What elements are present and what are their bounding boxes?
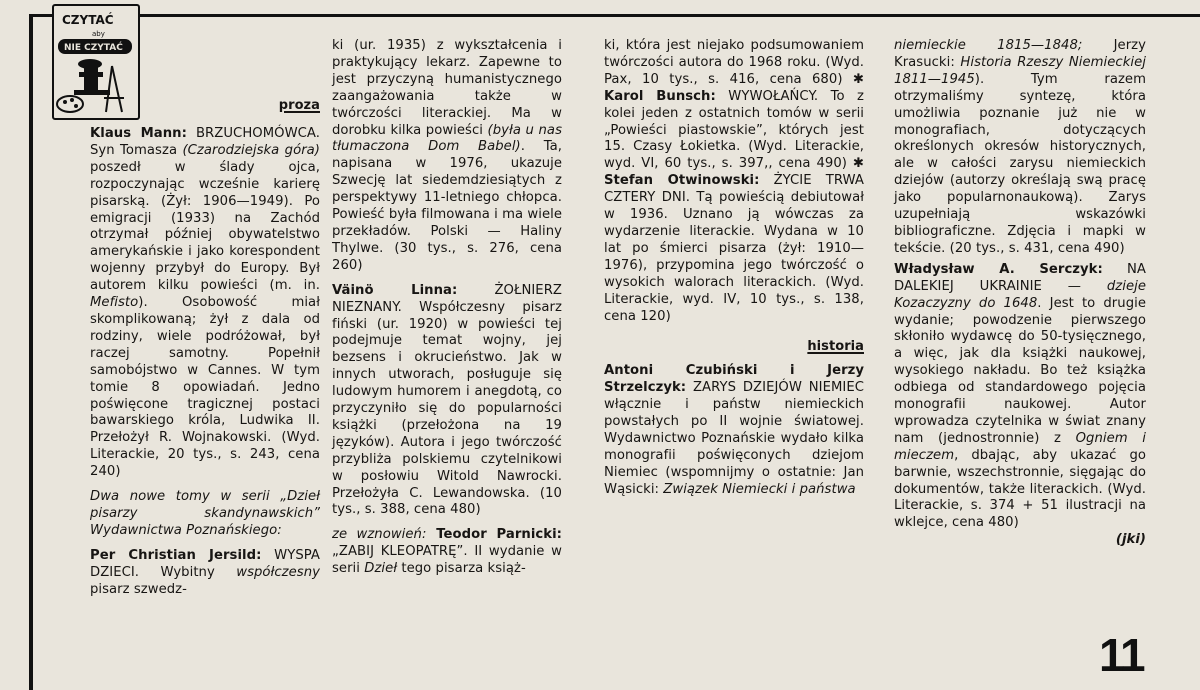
text-column-3 [604, 38, 864, 499]
review-jersild-cont: ki (ur. 1935) z wykształcenia i praktykujący lekarz. Zapewne to jest przyczyną humanistycznego zaangażowania także w twórczości literackiej. Ma w dorobku kilka powieści (była u nas tłumaczona Dom Babel). Ta, napisana w 1976, ukazuje Szwecję lat siedemdziesiątych z perspektywy 11-letniego chłopca. Powieść była filmowana i ma wiele przekładów. Polski — Haliny Thylwe. (30 tys., s. 276, cena 260) [332, 38, 562, 273]
frame-rule-top [29, 14, 1200, 17]
logo-line3: NIE CZYTAĆ [64, 43, 123, 53]
review-czubinski-start: Antoni Czubiński i Jerzy Strzelczyk: ZARYS DZIEJÓW NIEMIEC włącznie i państw niemieckich powstałych po II wojnie światowej. Wydawnictwo Poznańskie wydało kilka monografii poświęconych dziejom Niemiec (wspomnijmy o ostatnie: Jan Wąsicki: Związek Niemiecki i państwa [604, 363, 864, 497]
review-jersild-start: Per Christian Jersild: WYSPA DZIECI. Wybitny współczesny pisarz szwedz- [90, 547, 320, 597]
author-name: Väinö Linna: [332, 282, 458, 298]
series-note: Dwa nowe tomy w serii „Dzieł pisarzy skandynawskich” Wydawnictwa Poznańskiego: [90, 489, 320, 538]
author-name: Karol Bunsch: [604, 88, 716, 104]
review-serczyk: Władysław A. Serczyk: NA DALEKIEJ UKRAINIE — dzieje Kozaczyzny do 1648. Jest to drugie wydanie; powodzenie pierwszego skłoniło wydawcę do 50-tysięcznego, a więc, jak dla książki naukowej, wysokiego nakładu. Bo też książka odbiega od standardowego pojęcia monografii naukowej. Autor wprowadza czytelnika w świat znany nam (jednostronnie) z Ogniem i mieczem, dbając, aby ukazać go barwnie, wszechstronnie, sięgając do dokumentów, także literackich. (Wyd. Literackie, s. 374 + 51 ilustracji na wklejce, cena 480) [894, 261, 1146, 531]
author-signature: (jki) [1115, 532, 1146, 548]
logo-line2: aby [92, 30, 105, 38]
author-name: Klaus Mann: [90, 126, 187, 141]
review-vaino-linna: Väinö Linna: ŻOŁNIERZ NIEZNANY. Współczesny pisarz fiński (ur. 1920) w powieści tej podejmuje temat wojny, jej bezsens i okrucieństwo. Jak w innych utworach, posługuje się ludowym humorem i anegdotą, co przyczyniło się do popularności książki (przełożona na 19 języków). Autora i jego twórczość przybliża polskiemu czytelnikowi w posłowiu Witold Nawrocki. Przełożyła C. Lewandowska. (10 tys., s. 388, cena 480) [332, 282, 562, 518]
review-parnicki-start: ze wznowień: Teodor Parnicki: „ZABIJ KLEOPATRĘ”. II wydanie w serii Dzieł tego pisarza książ- [332, 527, 562, 577]
author-name: Teodor Parnicki: [426, 527, 562, 543]
author-name: Antoni Czubiński i Jerzy Strzelczyk: [604, 363, 864, 396]
author-name: Władysław A. Serczyk: [894, 261, 1103, 277]
text-column-1 [90, 98, 320, 598]
author-name: Stefan Otwinowski: [604, 173, 760, 189]
review-klaus-mann: Klaus Mann: BRZUCHOMÓWCA. Syn Tomasza (Czarodziejska góra) poszedł w ślady ojca, rozpoczynając wcześnie karierę pisarską. (Żył: 1906—1949). Po emigracji (1933) na Zachód otrzymał później obywatelstwo amerykańskie i jako korespondent wojenny przybył do Europy. Był autorem kilku powieści (m. in. Mefisto). Osobowość miał skomplikowaną; żył z dala od rodziny, wiele podróżował, był raczej samotny. Popełnił samobójstwo w Cannes. W tym tomie 8 opowiadań. Jedno poświęcone tragicznej postaci bawarskiego króla, Ludwika II. Przełożył R. Wojnakowski. (Wyd. Literackie, 20 tys., s. 243, cena 240) [90, 126, 321, 480]
section-label-proza: proza [278, 98, 320, 113]
frame-rule-left [29, 14, 33, 690]
reviews-bunsch-otwinowski: ki, która jest niejako podsumowaniem twórczości autora do 1968 roku. (Wyd. Pax, 10 tys., s. 416, cena 680) ✱ Karol Bunsch: WYWOŁAŃCY. To z kolei jeden z ostatnich tomów w serii „Powieści piastowskie”, których jest 15. Czasy Łokietka. (Wyd. Literackie, wyd. VI, 60 tys., s. 397,, cena 490) ✱ Stefan Otwinowski: ŻYCIE TRWA CZTERY DNI. Tą powieścią debiutował w 1936. Uznano ją wówczas za wydarzenie literackie. Wydana w 10 lat po śmierci pisarza (żył: 1910—1976), przypomina jego twórczość o wysokich walorach literackich. (Wyd. Literackie, wyd. IV, 10 tys., s. 138, cena 120) [604, 38, 864, 324]
review-czubinski-cont: niemieckie 1815—1848; Jerzy Krasucki: Historia Rzeszy Niemieckiej 1811—1945). Tym razem otrzymaliśmy syntezę, która umożliwia poznanie już nie w monografiach, dotyczących określonych okresów historycznych, ale w całości zarysu niemieckich dziejów (autorzy określają swą pracę jako popularnonaukową). Zarys uzupełniają wskazówki bibliograficzne. Zdjęcia i mapki w tekście. (20 tys., s. 431, cena 490) [894, 38, 1146, 256]
page-number: 11 [1099, 629, 1144, 681]
author-name: Per Christian Jersild: [90, 547, 262, 563]
section-label-historia: historia [807, 339, 864, 355]
text-column-4 [894, 38, 1146, 549]
text-column-2 [332, 38, 562, 578]
logo-line1: CZYTAĆ [62, 13, 114, 27]
